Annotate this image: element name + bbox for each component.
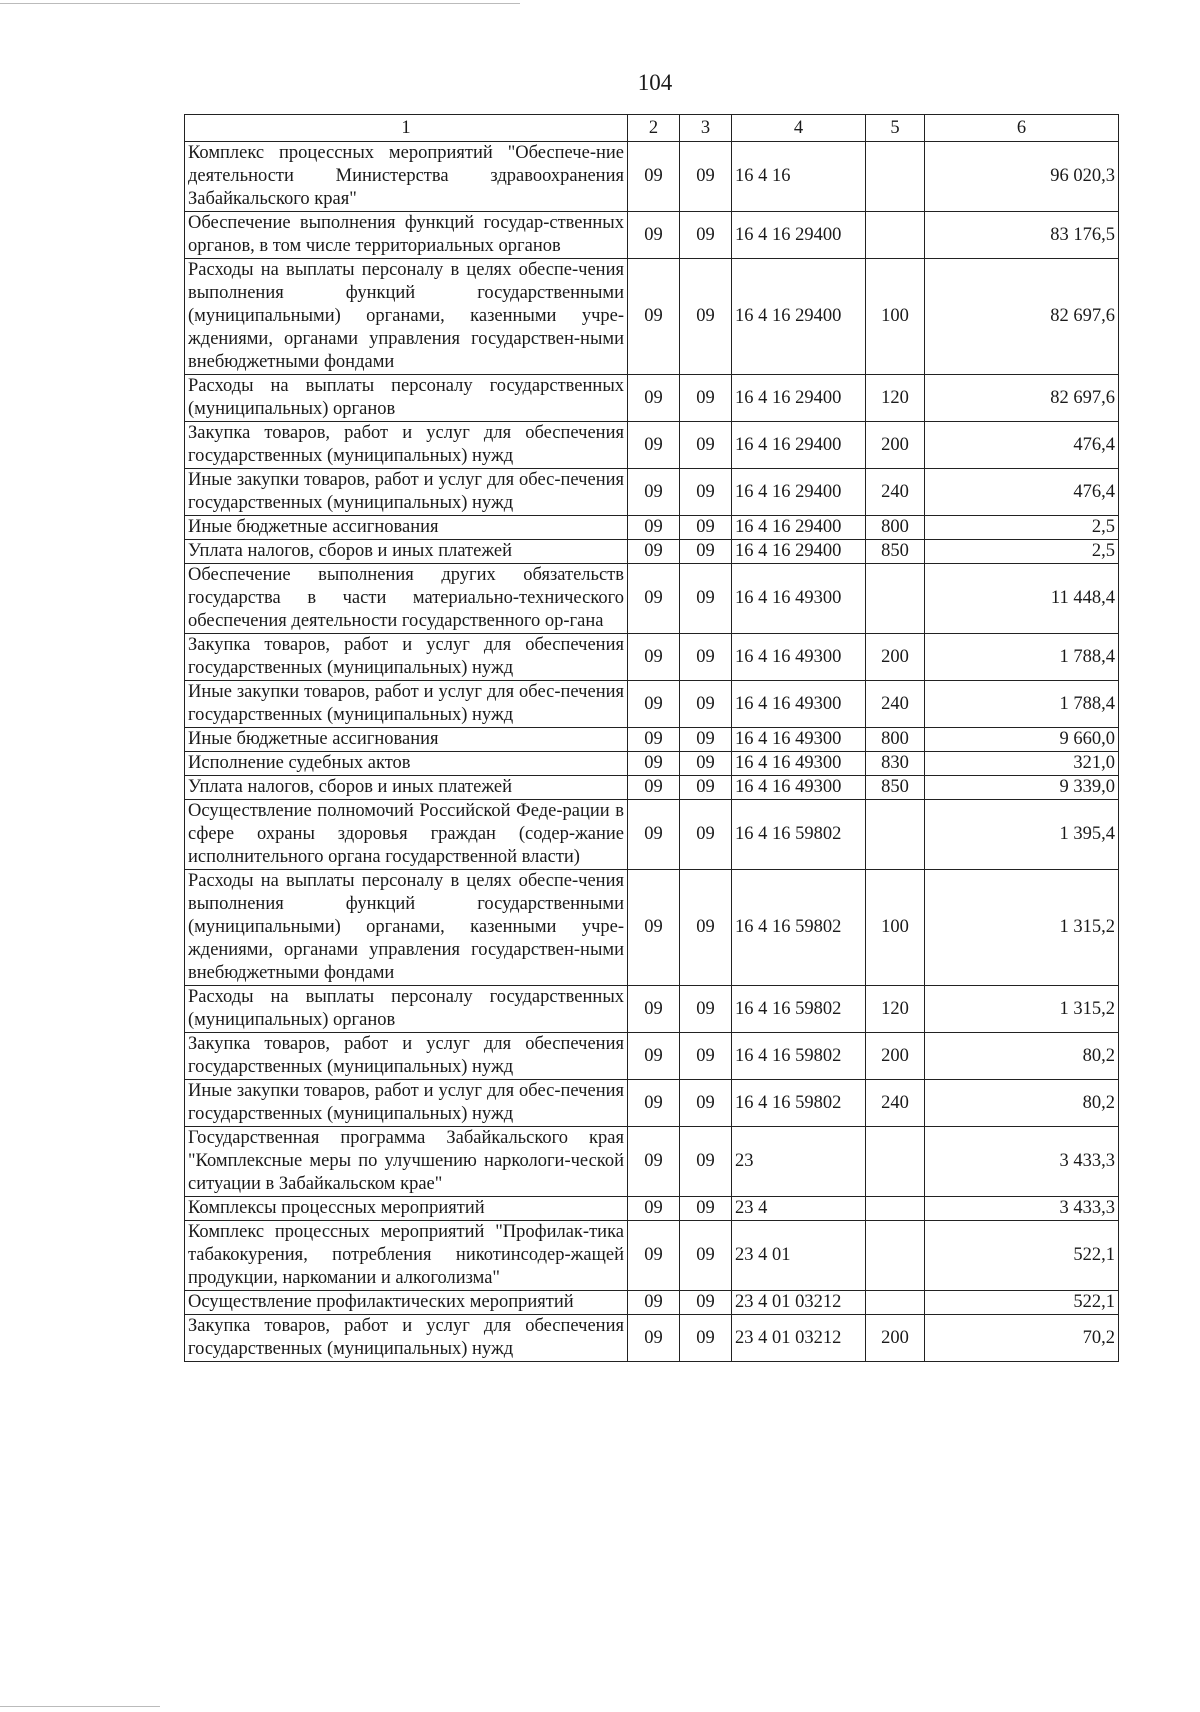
amount: 522,1 <box>925 1221 1119 1291</box>
subsection-code: 09 <box>680 564 732 634</box>
target-item-code: 16 4 16 29400 <box>732 375 866 422</box>
target-item-code: 16 4 16 29400 <box>732 422 866 469</box>
table-row <box>185 540 1119 564</box>
table-row <box>185 800 1119 870</box>
expense-type-code <box>866 1291 925 1315</box>
section-code: 09 <box>628 375 680 422</box>
subsection-code: 09 <box>680 728 732 752</box>
amount: 82 697,6 <box>925 375 1119 422</box>
target-item-code: 16 4 16 49300 <box>732 728 866 752</box>
expense-type-code: 120 <box>866 986 925 1033</box>
target-item-code: 23 4 01 03212 <box>732 1291 866 1315</box>
section-code: 09 <box>628 564 680 634</box>
expense-type-code: 800 <box>866 728 925 752</box>
expense-type-code <box>866 800 925 870</box>
table-header-row <box>185 115 1119 142</box>
expense-name: Иные бюджетные ассигнования <box>185 516 628 540</box>
table-row <box>185 1221 1119 1291</box>
expense-name: Закупка товаров, работ и услуг для обеспечения государственных (муниципальных) нужд <box>185 1033 628 1080</box>
table-body <box>185 142 1119 1362</box>
expense-type-code: 830 <box>866 752 925 776</box>
subsection-code: 09 <box>680 259 732 375</box>
section-code: 09 <box>628 776 680 800</box>
expense-type-code: 200 <box>866 1315 925 1362</box>
page-number: 104 <box>637 70 673 95</box>
section-code: 09 <box>628 728 680 752</box>
expense-type-code <box>866 212 925 259</box>
table-row <box>185 634 1119 681</box>
expense-type-code <box>866 1221 925 1291</box>
table-row <box>185 1080 1119 1127</box>
expense-name: Комплекс процессных мероприятий "Обеспече-ние деятельности Министерства здравоохранения Забайкальского края" <box>185 142 628 212</box>
expense-name: Иные закупки товаров, работ и услуг для обес-печения государственных (муниципальных) нужд <box>185 681 628 728</box>
amount: 70,2 <box>925 1315 1119 1362</box>
subsection-code: 09 <box>680 142 732 212</box>
section-code: 09 <box>628 800 680 870</box>
section-code: 09 <box>628 1033 680 1080</box>
target-item-code: 16 4 16 59802 <box>732 870 866 986</box>
table-row <box>185 986 1119 1033</box>
expense-name: Расходы на выплаты персоналу в целях обеспе-чения выполнения функций государственными (муниципальными) органами, казенными учре-ждениями, органами управления государствен-ными внебюджетными фондами <box>185 870 628 986</box>
table-row <box>185 259 1119 375</box>
subsection-code: 09 <box>680 1127 732 1197</box>
table-row <box>185 1315 1119 1362</box>
section-code: 09 <box>628 986 680 1033</box>
expense-name: Государственная программа Забайкальского края "Комплексные меры по улучшению наркологи-ческой ситуации в Забайкальском крае" <box>185 1127 628 1197</box>
target-item-code: 16 4 16 29400 <box>732 259 866 375</box>
expense-type-code <box>866 1197 925 1221</box>
subsection-code: 09 <box>680 375 732 422</box>
table-row <box>185 776 1119 800</box>
amount: 2,5 <box>925 516 1119 540</box>
expense-type-code: 120 <box>866 375 925 422</box>
table-row <box>185 728 1119 752</box>
table-row <box>185 1291 1119 1315</box>
expense-type-code <box>866 142 925 212</box>
subsection-code: 09 <box>680 212 732 259</box>
amount: 1 788,4 <box>925 634 1119 681</box>
target-item-code: 23 <box>732 1127 866 1197</box>
expense-name: Расходы на выплаты персоналу государственных (муниципальных) органов <box>185 986 628 1033</box>
subsection-code: 09 <box>680 870 732 986</box>
expense-name: Обеспечение выполнения функций государ-ственных органов, в том числе территориальных органов <box>185 212 628 259</box>
section-code: 09 <box>628 212 680 259</box>
subsection-code: 09 <box>680 469 732 516</box>
section-code: 09 <box>628 469 680 516</box>
subsection-code: 09 <box>680 516 732 540</box>
amount: 3 433,3 <box>925 1197 1119 1221</box>
target-item-code: 16 4 16 29400 <box>732 540 866 564</box>
expense-name: Осуществление профилактических мероприятий <box>185 1291 628 1315</box>
subsection-code: 09 <box>680 1221 732 1291</box>
amount: 522,1 <box>925 1291 1119 1315</box>
expense-name: Комплексы процессных мероприятий <box>185 1197 628 1221</box>
expense-name: Расходы на выплаты персоналу в целях обеспе-чения выполнения функций государственными (муниципальными) органами, казенными учре-ждениями, органами управления государствен-ными внебюджетными фондами <box>185 259 628 375</box>
expense-name: Иные бюджетные ассигнования <box>185 728 628 752</box>
table-row <box>185 516 1119 540</box>
expense-type-code: 100 <box>866 259 925 375</box>
table-row <box>185 870 1119 986</box>
amount: 80,2 <box>925 1033 1119 1080</box>
expense-type-code <box>866 564 925 634</box>
amount: 83 176,5 <box>925 212 1119 259</box>
expense-type-code: 200 <box>866 634 925 681</box>
table-row <box>185 564 1119 634</box>
amount: 321,0 <box>925 752 1119 776</box>
target-item-code: 16 4 16 49300 <box>732 681 866 728</box>
amount: 82 697,6 <box>925 259 1119 375</box>
amount: 2,5 <box>925 540 1119 564</box>
target-item-code: 23 4 01 03212 <box>732 1315 866 1362</box>
section-code: 09 <box>628 681 680 728</box>
subsection-code: 09 <box>680 422 732 469</box>
expense-name: Закупка товаров, работ и услуг для обеспечения государственных (муниципальных) нужд <box>185 634 628 681</box>
subsection-code: 09 <box>680 752 732 776</box>
expense-name: Закупка товаров, работ и услуг для обеспечения государственных (муниципальных) нужд <box>185 422 628 469</box>
expense-name: Иные закупки товаров, работ и услуг для обес-печения государственных (муниципальных) нужд <box>185 1080 628 1127</box>
header-col-5: 5 <box>866 115 925 142</box>
table-row <box>185 422 1119 469</box>
target-item-code: 16 4 16 <box>732 142 866 212</box>
amount: 1 315,2 <box>925 986 1119 1033</box>
section-code: 09 <box>628 540 680 564</box>
target-item-code: 23 4 01 <box>732 1221 866 1291</box>
amount: 1 788,4 <box>925 681 1119 728</box>
table-row <box>185 142 1119 212</box>
section-code: 09 <box>628 1127 680 1197</box>
expense-type-code: 200 <box>866 422 925 469</box>
subsection-code: 09 <box>680 1291 732 1315</box>
target-item-code: 16 4 16 29400 <box>732 469 866 516</box>
section-code: 09 <box>628 1221 680 1291</box>
subsection-code: 09 <box>680 986 732 1033</box>
expense-name: Комплекс процессных мероприятий "Профилак-тика табакокурения, потребления никотинсодер-жащей продукции, наркомании и алкоголизма" <box>185 1221 628 1291</box>
table-row <box>185 375 1119 422</box>
section-code: 09 <box>628 1197 680 1221</box>
section-code: 09 <box>628 1080 680 1127</box>
header-col-6: 6 <box>925 115 1119 142</box>
section-code: 09 <box>628 634 680 681</box>
subsection-code: 09 <box>680 540 732 564</box>
target-item-code: 16 4 16 59802 <box>732 1080 866 1127</box>
section-code: 09 <box>628 1291 680 1315</box>
table-row <box>185 752 1119 776</box>
target-item-code: 16 4 16 29400 <box>732 212 866 259</box>
subsection-code: 09 <box>680 1315 732 1362</box>
amount: 9 660,0 <box>925 728 1119 752</box>
expense-type-code: 850 <box>866 540 925 564</box>
section-code: 09 <box>628 422 680 469</box>
target-item-code: 16 4 16 59802 <box>732 1033 866 1080</box>
amount: 476,4 <box>925 422 1119 469</box>
budget-table <box>184 114 1119 1362</box>
section-code: 09 <box>628 752 680 776</box>
target-item-code: 23 4 <box>732 1197 866 1221</box>
scan-edge-mark-bottom <box>0 1706 160 1707</box>
expense-type-code: 240 <box>866 469 925 516</box>
header-col-3: 3 <box>680 115 732 142</box>
scan-edge-mark-top <box>0 3 520 4</box>
amount: 11 448,4 <box>925 564 1119 634</box>
amount: 1 395,4 <box>925 800 1119 870</box>
expense-type-code: 850 <box>866 776 925 800</box>
subsection-code: 09 <box>680 776 732 800</box>
expense-type-code: 240 <box>866 1080 925 1127</box>
expense-type-code <box>866 1127 925 1197</box>
table-row <box>185 681 1119 728</box>
target-item-code: 16 4 16 49300 <box>732 776 866 800</box>
table-row <box>185 469 1119 516</box>
table-row <box>185 212 1119 259</box>
header-col-4: 4 <box>732 115 866 142</box>
expense-name: Исполнение судебных актов <box>185 752 628 776</box>
target-item-code: 16 4 16 49300 <box>732 564 866 634</box>
amount: 80,2 <box>925 1080 1119 1127</box>
section-code: 09 <box>628 870 680 986</box>
expense-name: Уплата налогов, сборов и иных платежей <box>185 776 628 800</box>
subsection-code: 09 <box>680 634 732 681</box>
subsection-code: 09 <box>680 800 732 870</box>
subsection-code: 09 <box>680 1197 732 1221</box>
section-code: 09 <box>628 1315 680 1362</box>
section-code: 09 <box>628 516 680 540</box>
target-item-code: 16 4 16 29400 <box>732 516 866 540</box>
subsection-code: 09 <box>680 681 732 728</box>
expense-name: Обеспечение выполнения других обязательств государства в части материально-технического обеспечения деятельности государственного ор-гана <box>185 564 628 634</box>
target-item-code: 16 4 16 59802 <box>732 986 866 1033</box>
header-col-2: 2 <box>628 115 680 142</box>
expense-type-code: 240 <box>866 681 925 728</box>
table-row <box>185 1197 1119 1221</box>
target-item-code: 16 4 16 49300 <box>732 634 866 681</box>
subsection-code: 09 <box>680 1033 732 1080</box>
expense-name: Расходы на выплаты персоналу государственных (муниципальных) органов <box>185 375 628 422</box>
expense-name: Осуществление полномочий Российской Феде-рации в сфере охраны здоровья граждан (содер-жание исполнительного органа государственной власти) <box>185 800 628 870</box>
amount: 96 020,3 <box>925 142 1119 212</box>
amount: 476,4 <box>925 469 1119 516</box>
header-col-1: 1 <box>185 115 628 142</box>
target-item-code: 16 4 16 49300 <box>732 752 866 776</box>
amount: 1 315,2 <box>925 870 1119 986</box>
expense-type-code: 100 <box>866 870 925 986</box>
section-code: 09 <box>628 142 680 212</box>
expense-name: Закупка товаров, работ и услуг для обеспечения государственных (муниципальных) нужд <box>185 1315 628 1362</box>
section-code: 09 <box>628 259 680 375</box>
subsection-code: 09 <box>680 1080 732 1127</box>
amount: 9 339,0 <box>925 776 1119 800</box>
amount: 3 433,3 <box>925 1127 1119 1197</box>
expense-name: Уплата налогов, сборов и иных платежей <box>185 540 628 564</box>
table-row <box>185 1127 1119 1197</box>
expense-type-code: 800 <box>866 516 925 540</box>
target-item-code: 16 4 16 59802 <box>732 800 866 870</box>
table-row <box>185 1033 1119 1080</box>
expense-type-code: 200 <box>866 1033 925 1080</box>
expense-name: Иные закупки товаров, работ и услуг для обес-печения государственных (муниципальных) нужд <box>185 469 628 516</box>
